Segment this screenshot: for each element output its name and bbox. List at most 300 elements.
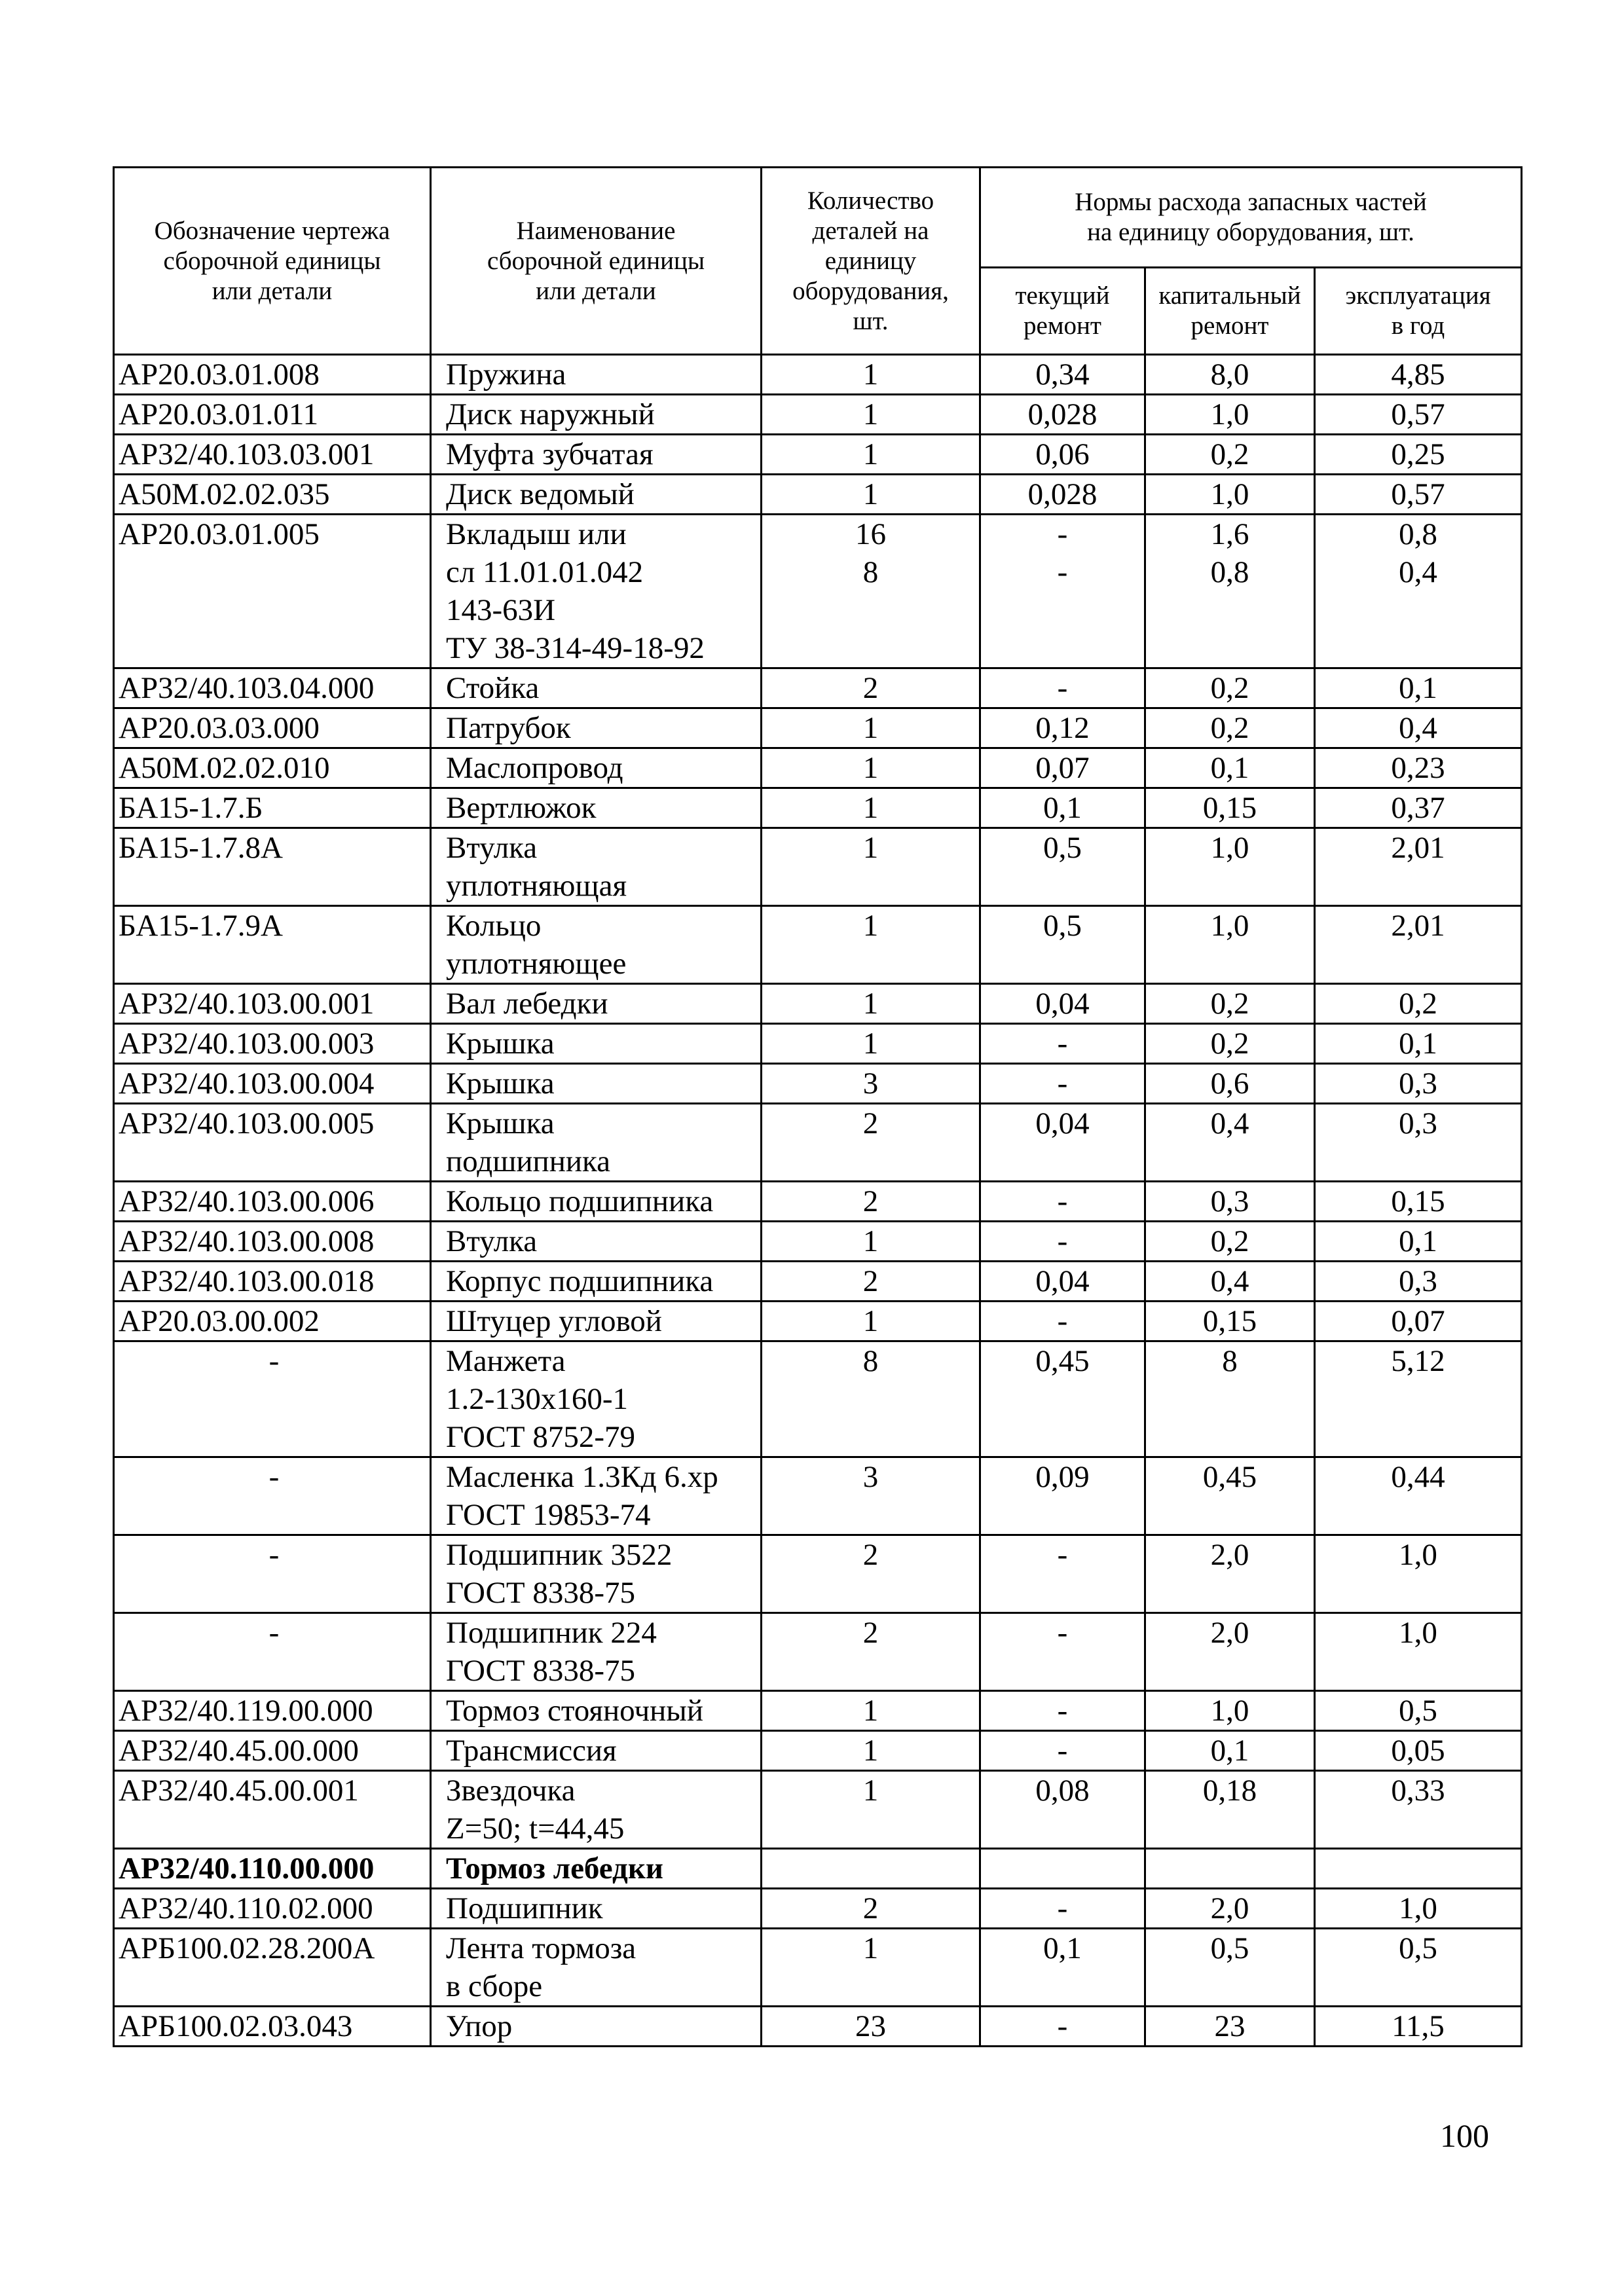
cell-capital-repair bbox=[1145, 1341, 1315, 1457]
table-row bbox=[114, 1302, 1522, 1341]
cell-capital-repair bbox=[1145, 828, 1315, 906]
cell-quantity bbox=[762, 1929, 980, 2007]
table-row bbox=[114, 1771, 1522, 1849]
cell-code: АР20.03.00.002 bbox=[114, 1302, 431, 1341]
cell-line: 1,0 bbox=[1210, 1694, 1249, 1728]
cell-current-repair bbox=[980, 1457, 1145, 1535]
cell-line: 2 bbox=[862, 1538, 879, 1572]
cell-capital-repair bbox=[1145, 1302, 1315, 1341]
cell-operation-year bbox=[1315, 1182, 1522, 1222]
cell-name bbox=[431, 984, 762, 1024]
cell-current-repair bbox=[980, 1222, 1145, 1262]
table-row bbox=[114, 1929, 1522, 2007]
cell-line: 2 bbox=[862, 1106, 879, 1140]
cell-current-repair bbox=[980, 1849, 1145, 1889]
cell-line: Вкладыш или bbox=[446, 517, 627, 551]
cell-line: Диск наружный bbox=[446, 397, 655, 431]
cell-name bbox=[431, 435, 762, 475]
cell-line: 0,3 bbox=[1399, 1066, 1437, 1101]
cell-line: 1 bbox=[862, 1694, 879, 1728]
cell-current-repair bbox=[980, 355, 1145, 395]
cell-quantity bbox=[762, 1222, 980, 1262]
cell-line: 1,0 bbox=[1399, 1891, 1437, 1925]
cell-code: АР32/40.110.00.000 bbox=[114, 1849, 431, 1889]
cell-line: в сборе bbox=[446, 1969, 543, 2003]
cell-code: - bbox=[114, 1341, 431, 1457]
table-row bbox=[114, 828, 1522, 906]
cell-line: 8,0 bbox=[1210, 357, 1249, 392]
cell-line: 1 bbox=[862, 987, 879, 1021]
cell-code: АР32/40.103.04.000 bbox=[114, 668, 431, 708]
cell-line: 0,4 bbox=[1210, 1106, 1249, 1140]
cell-name bbox=[431, 1341, 762, 1457]
table-row bbox=[114, 1731, 1522, 1771]
cell-capital-repair bbox=[1145, 1929, 1315, 2007]
cell-capital-repair bbox=[1145, 708, 1315, 748]
cell-line: 3 bbox=[862, 1066, 879, 1101]
cell-current-repair bbox=[980, 1731, 1145, 1771]
cell-code: БА15-1.7.Б bbox=[114, 788, 431, 828]
cell-line: Z=50; t=44,45 bbox=[446, 1812, 625, 1846]
cell-capital-repair bbox=[1145, 1064, 1315, 1104]
cell-capital-repair bbox=[1145, 1182, 1315, 1222]
cell-line: 0,05 bbox=[1391, 1734, 1445, 1768]
table-row bbox=[114, 748, 1522, 788]
cell-operation-year bbox=[1315, 395, 1522, 435]
cell-line: 0,8 bbox=[1210, 555, 1249, 589]
cell-line: 4,85 bbox=[1391, 357, 1445, 392]
cell-line: Лента тормоза bbox=[446, 1931, 637, 1965]
cell-operation-year bbox=[1315, 984, 1522, 1024]
cell-current-repair bbox=[980, 475, 1145, 515]
cell-line: 0,34 bbox=[1035, 357, 1090, 392]
cell-line: Втулка bbox=[446, 1224, 538, 1258]
cell-operation-year bbox=[1315, 2007, 1522, 2047]
cell-line: уплотняющее bbox=[446, 947, 627, 981]
cell-operation-year bbox=[1315, 1064, 1522, 1104]
cell-line: 1 bbox=[862, 1931, 879, 1965]
cell-quantity bbox=[762, 1535, 980, 1613]
cell-line: - bbox=[1057, 1891, 1068, 1925]
cell-line: 1,6 bbox=[1210, 517, 1249, 551]
cell-operation-year bbox=[1315, 788, 1522, 828]
cell-line: 0,5 bbox=[1210, 1931, 1249, 1965]
cell-current-repair bbox=[980, 395, 1145, 435]
cell-quantity bbox=[762, 1731, 980, 1771]
cell-code: АР20.03.01.008 bbox=[114, 355, 431, 395]
cell-line: - bbox=[1057, 1224, 1068, 1258]
cell-capital-repair bbox=[1145, 1849, 1315, 1889]
cell-line: 2 bbox=[862, 1891, 879, 1925]
cell-line: уплотняющая bbox=[446, 869, 627, 903]
table-row bbox=[114, 1341, 1522, 1457]
cell-capital-repair bbox=[1145, 788, 1315, 828]
cell-line: 1,0 bbox=[1210, 909, 1249, 943]
cell-name bbox=[431, 515, 762, 668]
cell-name bbox=[431, 1182, 762, 1222]
cell-code: - bbox=[114, 1613, 431, 1691]
cell-capital-repair bbox=[1145, 668, 1315, 708]
cell-line: 0,37 bbox=[1391, 791, 1445, 825]
cell-name bbox=[431, 355, 762, 395]
cell-capital-repair bbox=[1145, 1222, 1315, 1262]
cell-current-repair bbox=[980, 828, 1145, 906]
table-row bbox=[114, 984, 1522, 1024]
cell-line: 0,04 bbox=[1035, 1264, 1090, 1298]
cell-line: Крышка bbox=[446, 1027, 555, 1061]
cell-operation-year bbox=[1315, 1535, 1522, 1613]
cell-line: 1 bbox=[862, 357, 879, 392]
cell-line: - bbox=[1057, 1694, 1068, 1728]
cell-line: - bbox=[1057, 1734, 1068, 1768]
header-capital-repair: капитальный ремонт bbox=[1145, 268, 1315, 355]
cell-line: 2,0 bbox=[1210, 1538, 1249, 1572]
cell-quantity bbox=[762, 748, 980, 788]
cell-line: 1 bbox=[862, 1304, 879, 1338]
cell-capital-repair bbox=[1145, 1262, 1315, 1302]
cell-code: АР32/40.103.00.018 bbox=[114, 1262, 431, 1302]
cell-line: Масленка 1.3Кд 6.хр bbox=[446, 1460, 718, 1494]
cell-line: 0,18 bbox=[1202, 1774, 1257, 1808]
cell-line: 23 bbox=[1214, 2009, 1246, 2043]
cell-code: - bbox=[114, 1457, 431, 1535]
cell-line: Вертлюжок bbox=[446, 791, 597, 825]
cell-name bbox=[431, 788, 762, 828]
cell-name bbox=[431, 1771, 762, 1849]
cell-line: Кольцо подшипника bbox=[446, 1184, 714, 1218]
cell-line: 0,028 bbox=[1027, 397, 1098, 431]
cell-line: Крышка bbox=[446, 1106, 555, 1140]
cell-operation-year bbox=[1315, 1341, 1522, 1457]
cell-line: 0,1 bbox=[1043, 791, 1082, 825]
cell-line: 0,09 bbox=[1035, 1460, 1090, 1494]
table-row bbox=[114, 2007, 1522, 2047]
cell-line: 0,2 bbox=[1210, 711, 1249, 745]
cell-line: 2,01 bbox=[1391, 831, 1445, 865]
cell-name bbox=[431, 1302, 762, 1341]
cell-line: ГОСТ 19853-74 bbox=[446, 1498, 651, 1532]
cell-line: 0,12 bbox=[1035, 711, 1090, 745]
cell-line: 2 bbox=[862, 1616, 879, 1650]
cell-line: 8 bbox=[1222, 1344, 1238, 1378]
cell-current-repair bbox=[980, 1613, 1145, 1691]
cell-operation-year bbox=[1315, 1731, 1522, 1771]
cell-code: АР32/40.45.00.000 bbox=[114, 1731, 431, 1771]
cell-line: - bbox=[1057, 517, 1068, 551]
table-row bbox=[114, 1691, 1522, 1731]
cell-name bbox=[431, 1929, 762, 2007]
cell-line: - bbox=[1057, 1616, 1068, 1650]
cell-line: 1 bbox=[862, 397, 879, 431]
cell-code: АР32/40.103.00.005 bbox=[114, 1104, 431, 1182]
cell-line: Стойка bbox=[446, 671, 540, 705]
cell-line: 1,0 bbox=[1399, 1616, 1437, 1650]
cell-line: 0,5 bbox=[1399, 1931, 1437, 1965]
cell-capital-repair bbox=[1145, 906, 1315, 984]
cell-line: 0,1 bbox=[1399, 1027, 1437, 1061]
cell-line: 0,04 bbox=[1035, 1106, 1090, 1140]
cell-current-repair bbox=[980, 668, 1145, 708]
cell-current-repair bbox=[980, 1341, 1145, 1457]
cell-capital-repair bbox=[1145, 1889, 1315, 1929]
cell-code: - bbox=[114, 1535, 431, 1613]
cell-line: 0,1 bbox=[1210, 751, 1249, 785]
cell-line: 0,25 bbox=[1391, 437, 1445, 471]
cell-line: 11,5 bbox=[1392, 2009, 1445, 2043]
cell-line: подшипника bbox=[446, 1144, 610, 1178]
cell-line: Пружина bbox=[446, 357, 566, 392]
cell-capital-repair bbox=[1145, 1024, 1315, 1064]
header-operation-year: эксплуатация в год bbox=[1315, 268, 1522, 355]
cell-capital-repair bbox=[1145, 2007, 1315, 2047]
cell-line: Подшипник bbox=[446, 1891, 603, 1925]
cell-line: 0,5 bbox=[1043, 831, 1082, 865]
cell-code: АР32/40.119.00.000 bbox=[114, 1691, 431, 1731]
cell-name bbox=[431, 1889, 762, 1929]
table-row bbox=[114, 668, 1522, 708]
cell-line: 0,44 bbox=[1391, 1460, 1445, 1494]
cell-line: 0,5 bbox=[1399, 1694, 1437, 1728]
cell-line: 0,15 bbox=[1391, 1184, 1445, 1218]
cell-line: 2 bbox=[862, 1264, 879, 1298]
cell-line: сл 11.01.01.042 bbox=[446, 555, 644, 589]
cell-capital-repair bbox=[1145, 1457, 1315, 1535]
cell-operation-year bbox=[1315, 668, 1522, 708]
cell-line: 3 bbox=[862, 1460, 879, 1494]
cell-name bbox=[431, 2007, 762, 2047]
cell-quantity bbox=[762, 355, 980, 395]
table-row bbox=[114, 788, 1522, 828]
cell-quantity bbox=[762, 2007, 980, 2047]
cell-name bbox=[431, 1691, 762, 1731]
cell-line: ГОСТ 8338-75 bbox=[446, 1576, 635, 1610]
cell-quantity bbox=[762, 1457, 980, 1535]
cell-capital-repair bbox=[1145, 355, 1315, 395]
cell-code: А50М.02.02.010 bbox=[114, 748, 431, 788]
cell-line: 0,45 bbox=[1035, 1344, 1090, 1378]
cell-line: Крышка bbox=[446, 1066, 555, 1101]
cell-name bbox=[431, 708, 762, 748]
cell-operation-year bbox=[1315, 1457, 1522, 1535]
cell-line: 0,3 bbox=[1399, 1106, 1437, 1140]
table-row bbox=[114, 1849, 1522, 1889]
cell-current-repair bbox=[980, 748, 1145, 788]
cell-line: Подшипник 224 bbox=[446, 1616, 657, 1650]
cell-code: АР20.03.01.005 bbox=[114, 515, 431, 668]
cell-quantity bbox=[762, 1889, 980, 1929]
cell-line: 0,2 bbox=[1399, 987, 1437, 1021]
cell-quantity bbox=[762, 1262, 980, 1302]
cell-line: 1 bbox=[862, 1027, 879, 1061]
cell-line: 1 bbox=[862, 1734, 879, 1768]
cell-capital-repair bbox=[1145, 1691, 1315, 1731]
cell-quantity bbox=[762, 1341, 980, 1457]
cell-current-repair bbox=[980, 1064, 1145, 1104]
table-row bbox=[114, 1613, 1522, 1691]
cell-current-repair bbox=[980, 1535, 1145, 1613]
cell-line: - bbox=[1057, 671, 1068, 705]
table-row bbox=[114, 708, 1522, 748]
spare-parts-table bbox=[113, 166, 1522, 2047]
cell-operation-year bbox=[1315, 1024, 1522, 1064]
cell-line: 0,08 bbox=[1035, 1774, 1090, 1808]
cell-quantity bbox=[762, 984, 980, 1024]
cell-line: Кольцо bbox=[446, 909, 542, 943]
cell-line: 1,0 bbox=[1210, 477, 1249, 511]
cell-quantity bbox=[762, 1064, 980, 1104]
cell-name bbox=[431, 1535, 762, 1613]
cell-code: АР32/40.103.00.003 bbox=[114, 1024, 431, 1064]
cell-line: Вал лебедки bbox=[446, 987, 608, 1021]
cell-line: Подшипник 3522 bbox=[446, 1538, 673, 1572]
cell-quantity bbox=[762, 1849, 980, 1889]
cell-line: 0,07 bbox=[1035, 751, 1090, 785]
cell-current-repair bbox=[980, 515, 1145, 668]
cell-code: АР20.03.01.011 bbox=[114, 395, 431, 435]
cell-quantity bbox=[762, 475, 980, 515]
cell-quantity bbox=[762, 708, 980, 748]
cell-line: 1 bbox=[862, 711, 879, 745]
page-number: 100 bbox=[1440, 2117, 1489, 2154]
cell-current-repair bbox=[980, 708, 1145, 748]
cell-current-repair bbox=[980, 984, 1145, 1024]
cell-current-repair bbox=[980, 1024, 1145, 1064]
cell-name bbox=[431, 1731, 762, 1771]
cell-operation-year bbox=[1315, 1771, 1522, 1849]
cell-line: 0,15 bbox=[1202, 1304, 1257, 1338]
cell-code: АР20.03.03.000 bbox=[114, 708, 431, 748]
cell-line: 0,45 bbox=[1202, 1460, 1257, 1494]
cell-name bbox=[431, 1613, 762, 1691]
cell-line: 0,04 bbox=[1035, 987, 1090, 1021]
cell-name bbox=[431, 668, 762, 708]
cell-operation-year bbox=[1315, 828, 1522, 906]
header-current-repair: текущий ремонт bbox=[980, 268, 1145, 355]
cell-line: - bbox=[1057, 1184, 1068, 1218]
cell-line: 0,57 bbox=[1391, 397, 1445, 431]
table-row bbox=[114, 1024, 1522, 1064]
table-row bbox=[114, 395, 1522, 435]
cell-quantity bbox=[762, 668, 980, 708]
cell-code: АР32/40.110.02.000 bbox=[114, 1889, 431, 1929]
cell-quantity bbox=[762, 1302, 980, 1341]
cell-line: 0,23 bbox=[1391, 751, 1445, 785]
cell-line: Тормоз лебедки bbox=[446, 1851, 663, 1886]
cell-line: Манжета bbox=[446, 1344, 566, 1378]
cell-name bbox=[431, 748, 762, 788]
table-row bbox=[114, 355, 1522, 395]
cell-name bbox=[431, 475, 762, 515]
cell-line: Звездочка bbox=[446, 1774, 576, 1808]
cell-line: 0,4 bbox=[1399, 555, 1437, 589]
header-norms: Нормы расхода запасных частей на единицу оборудования, шт. bbox=[980, 168, 1522, 268]
cell-operation-year bbox=[1315, 1849, 1522, 1889]
cell-capital-repair bbox=[1145, 395, 1315, 435]
cell-name bbox=[431, 906, 762, 984]
cell-operation-year bbox=[1315, 355, 1522, 395]
table-row bbox=[114, 1222, 1522, 1262]
cell-line: 1 bbox=[862, 751, 879, 785]
cell-line: - bbox=[1057, 1066, 1068, 1101]
cell-current-repair bbox=[980, 1929, 1145, 2007]
cell-line: 1.2-130х160-1 bbox=[446, 1382, 629, 1416]
cell-capital-repair bbox=[1145, 475, 1315, 515]
cell-line: - bbox=[1057, 1027, 1068, 1061]
cell-line: Трансмиссия bbox=[446, 1734, 617, 1768]
cell-line: 2,0 bbox=[1210, 1891, 1249, 1925]
cell-name bbox=[431, 395, 762, 435]
cell-line: 2 bbox=[862, 1184, 879, 1218]
cell-quantity bbox=[762, 1771, 980, 1849]
cell-line: 0,2 bbox=[1210, 437, 1249, 471]
cell-name bbox=[431, 1849, 762, 1889]
cell-quantity bbox=[762, 515, 980, 668]
cell-line: 0,1 bbox=[1043, 1931, 1082, 1965]
cell-line: 0,1 bbox=[1399, 1224, 1437, 1258]
cell-quantity bbox=[762, 788, 980, 828]
header-name: Наименование сборочной единицы или детали bbox=[431, 168, 762, 355]
cell-line: 2,0 bbox=[1210, 1616, 1249, 1650]
table-row bbox=[114, 906, 1522, 984]
cell-operation-year bbox=[1315, 1262, 1522, 1302]
cell-line: Штуцер угловой bbox=[446, 1304, 662, 1338]
cell-line: Диск ведомый bbox=[446, 477, 635, 511]
cell-operation-year bbox=[1315, 748, 1522, 788]
cell-line: 1,0 bbox=[1210, 397, 1249, 431]
cell-code: БА15-1.7.9А bbox=[114, 906, 431, 984]
cell-code: АР32/40.103.00.001 bbox=[114, 984, 431, 1024]
cell-line: Муфта зубчатая bbox=[446, 437, 654, 471]
table-row bbox=[114, 1535, 1522, 1613]
cell-line: 0,4 bbox=[1399, 711, 1437, 745]
cell-line: 0,2 bbox=[1210, 987, 1249, 1021]
cell-code: АР32/40.103.00.008 bbox=[114, 1222, 431, 1262]
cell-line: 0,57 bbox=[1391, 477, 1445, 511]
cell-quantity bbox=[762, 1613, 980, 1691]
cell-operation-year bbox=[1315, 1889, 1522, 1929]
header-quantity: Количество деталей на единицу оборудования, шт. bbox=[762, 168, 980, 355]
cell-line: 8 bbox=[862, 555, 879, 589]
table-row bbox=[114, 1262, 1522, 1302]
cell-quantity bbox=[762, 1691, 980, 1731]
cell-line: 1 bbox=[862, 1224, 879, 1258]
cell-capital-repair bbox=[1145, 515, 1315, 668]
cell-code: АР32/40.103.03.001 bbox=[114, 435, 431, 475]
cell-line: 16 bbox=[855, 517, 886, 551]
cell-quantity bbox=[762, 1024, 980, 1064]
cell-name bbox=[431, 1024, 762, 1064]
cell-code: АР32/40.45.00.001 bbox=[114, 1771, 431, 1849]
cell-line: 0,3 bbox=[1399, 1264, 1437, 1298]
cell-line: 0,8 bbox=[1399, 517, 1437, 551]
cell-current-repair bbox=[980, 435, 1145, 475]
cell-current-repair bbox=[980, 1889, 1145, 1929]
table-row bbox=[114, 1182, 1522, 1222]
cell-code: АР32/40.103.00.006 bbox=[114, 1182, 431, 1222]
cell-name bbox=[431, 1222, 762, 1262]
cell-line: 23 bbox=[855, 2009, 886, 2043]
cell-capital-repair bbox=[1145, 1613, 1315, 1691]
cell-line: 0,15 bbox=[1202, 791, 1257, 825]
cell-line: - bbox=[1057, 2009, 1068, 2043]
cell-line: 0,2 bbox=[1210, 1224, 1249, 1258]
cell-quantity bbox=[762, 828, 980, 906]
cell-line: Втулка bbox=[446, 831, 538, 865]
cell-line: 0,4 bbox=[1210, 1264, 1249, 1298]
cell-line: 5,12 bbox=[1391, 1344, 1445, 1378]
cell-line: - bbox=[1057, 1304, 1068, 1338]
cell-current-repair bbox=[980, 1771, 1145, 1849]
